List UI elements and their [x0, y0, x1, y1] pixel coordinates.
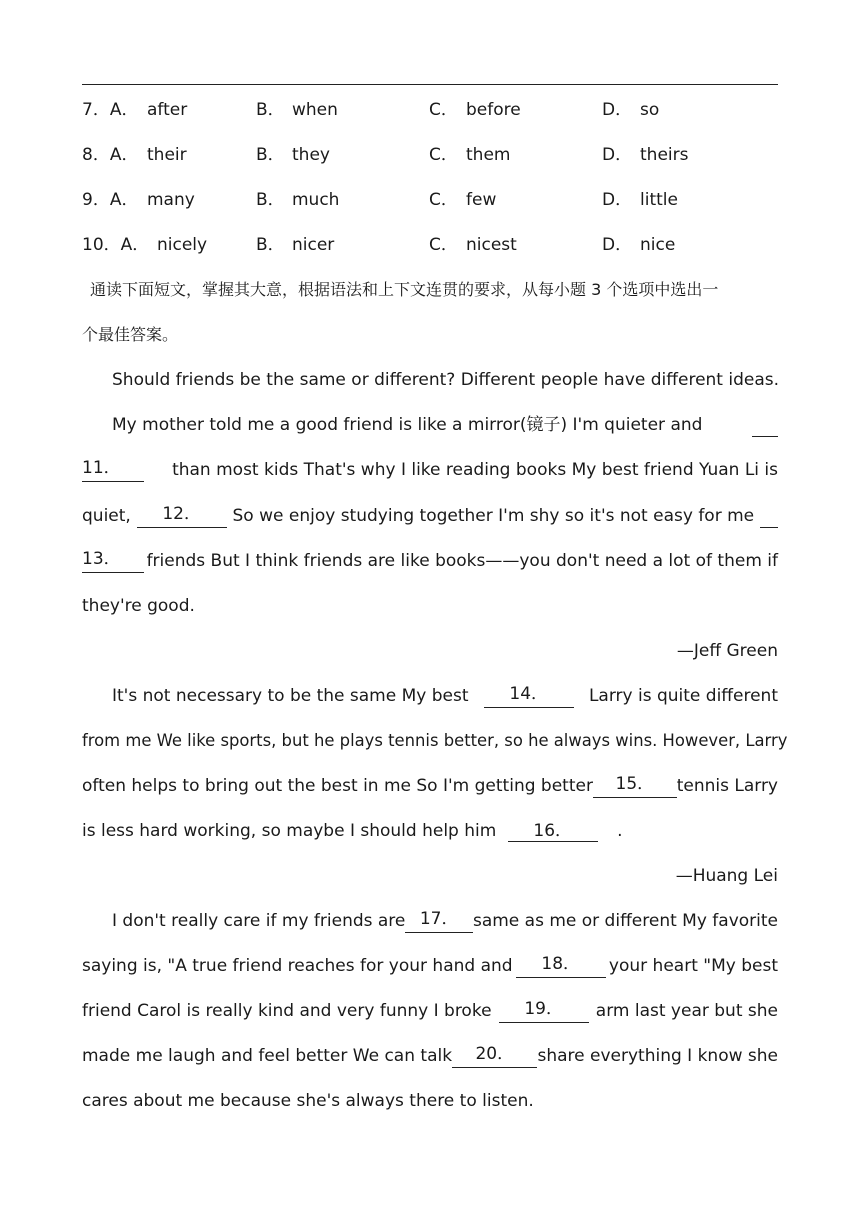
paragraph-4-line-2: [82, 954, 778, 978]
blank-16: 16．: [508, 821, 598, 842]
blank-14: 14．: [484, 684, 574, 708]
signature-jeff-green: —Jeff Green: [676, 641, 778, 661]
option-b: nicer: [292, 235, 335, 255]
option-b: when: [292, 100, 338, 120]
option-c-label: C．: [429, 145, 458, 165]
paragraph-3-line-4: [82, 819, 778, 843]
blank-15: 15．: [593, 774, 677, 798]
blank-17: 17．: [405, 909, 473, 933]
passage-text: Larry is quite different: [588, 686, 778, 706]
passage-text: is less hard working, so maybe I should help him: [82, 821, 497, 841]
blank-13: 13．: [82, 549, 144, 573]
option-a: after: [147, 100, 188, 120]
blank-18: 18．: [516, 954, 606, 978]
passage-text: share everything I know she: [537, 1046, 778, 1066]
passage-text: tennis Larry: [676, 776, 778, 796]
passage-text: It's not necessary to be the same My best: [112, 686, 469, 706]
option-c: before: [466, 100, 521, 120]
option-b-label: B．: [256, 145, 285, 165]
passage-text: quiet,: [82, 506, 131, 526]
paragraph-2-line-2: [82, 458, 778, 482]
passage-text: .: [617, 821, 623, 841]
passage-text: I don't really care if my friends are: [112, 911, 406, 931]
passage-text: friend Carol is really kind and very funny I broke: [82, 1001, 492, 1021]
paragraph-1: Should friends be the same or different? Different people have different ideas.: [112, 370, 780, 390]
option-c: them: [466, 145, 511, 165]
blank-11: 11．: [82, 458, 144, 482]
question-number: 9．A．: [82, 190, 139, 210]
option-b: much: [292, 190, 340, 210]
option-d: so: [640, 100, 660, 120]
option-b-label: B．: [256, 235, 285, 255]
option-d-label: D．: [602, 145, 633, 165]
blank-12: 12．: [137, 504, 227, 528]
option-b: they: [292, 145, 330, 165]
passage-text: made me laugh and feel better We can talk: [82, 1046, 453, 1066]
blank-19: 19．: [499, 999, 589, 1023]
option-d-label: D．: [602, 190, 633, 210]
passage-text: My mother told me a good friend is like a mirror(镜子) I'm quieter and: [112, 415, 703, 435]
passage-text: often helps to bring out the best in me So I'm getting better: [82, 776, 593, 796]
paragraph-2-line-1: [82, 413, 778, 437]
passage-text: your heart "My best: [608, 956, 778, 976]
option-d: little: [640, 190, 678, 210]
paragraph-2-line-4: [82, 549, 778, 573]
option-c-label: C．: [429, 100, 458, 120]
paragraph-4-line-4: [82, 1044, 778, 1068]
passage-text: friends But I think friends are like books——you don't need a lot of them if: [146, 551, 778, 571]
question-number: 7．A．: [82, 100, 139, 120]
question-number: 10．A．: [82, 235, 150, 255]
instruction-line-2: 个最佳答案。: [82, 325, 179, 344]
instruction-line-1: 通读下面短文，掌握其大意，根据语法和上下文连贯的要求，从每小题 3 个选项中选出一: [90, 280, 719, 299]
option-a: their: [147, 145, 187, 165]
option-c-label: C．: [429, 190, 458, 210]
option-d: nice: [640, 235, 676, 255]
paragraph-4-line-3: [82, 999, 778, 1023]
option-d-label: D．: [602, 235, 633, 255]
paragraph-3-line-1: [82, 684, 778, 708]
option-b-label: B．: [256, 190, 285, 210]
signature-huang-lei: —Huang Lei: [675, 866, 778, 886]
option-b-label: B．: [256, 100, 285, 120]
passage-text: than most kids That's why I like reading books My best friend Yuan Li is: [172, 460, 778, 480]
option-c-label: C．: [429, 235, 458, 255]
paragraph-2-line-3: [82, 504, 778, 528]
option-a: many: [147, 190, 195, 210]
paragraph-3-line-2: from me We like sports, but he plays tennis better, so he always wins. However, Larry: [82, 731, 788, 750]
passage-text: same as me or different My favorite: [472, 911, 778, 931]
paragraph-4-line-5: cares about me because she's always there to listen.: [82, 1091, 534, 1111]
passage-text: saying is, "A true friend reaches for your hand and: [82, 956, 513, 976]
paragraph-2-line-5: they're good.: [82, 596, 195, 616]
passage-text: arm last year but she: [595, 1001, 778, 1021]
question-number: 8．A．: [82, 145, 139, 165]
header-rule: [82, 84, 778, 85]
option-a: nicely: [157, 235, 208, 255]
paragraph-3-line-3: [82, 774, 778, 798]
option-c: few: [466, 190, 497, 210]
option-d-label: D．: [602, 100, 633, 120]
blank-11-start: [752, 413, 778, 437]
paragraph-4-line-1: [82, 909, 778, 933]
blank-13-start: [760, 504, 778, 528]
option-c: nicest: [466, 235, 517, 255]
blank-20: 20．: [452, 1044, 537, 1068]
option-d: theirs: [640, 145, 689, 165]
passage-text: So we enjoy studying together I'm shy so it's not easy for me: [232, 506, 755, 526]
